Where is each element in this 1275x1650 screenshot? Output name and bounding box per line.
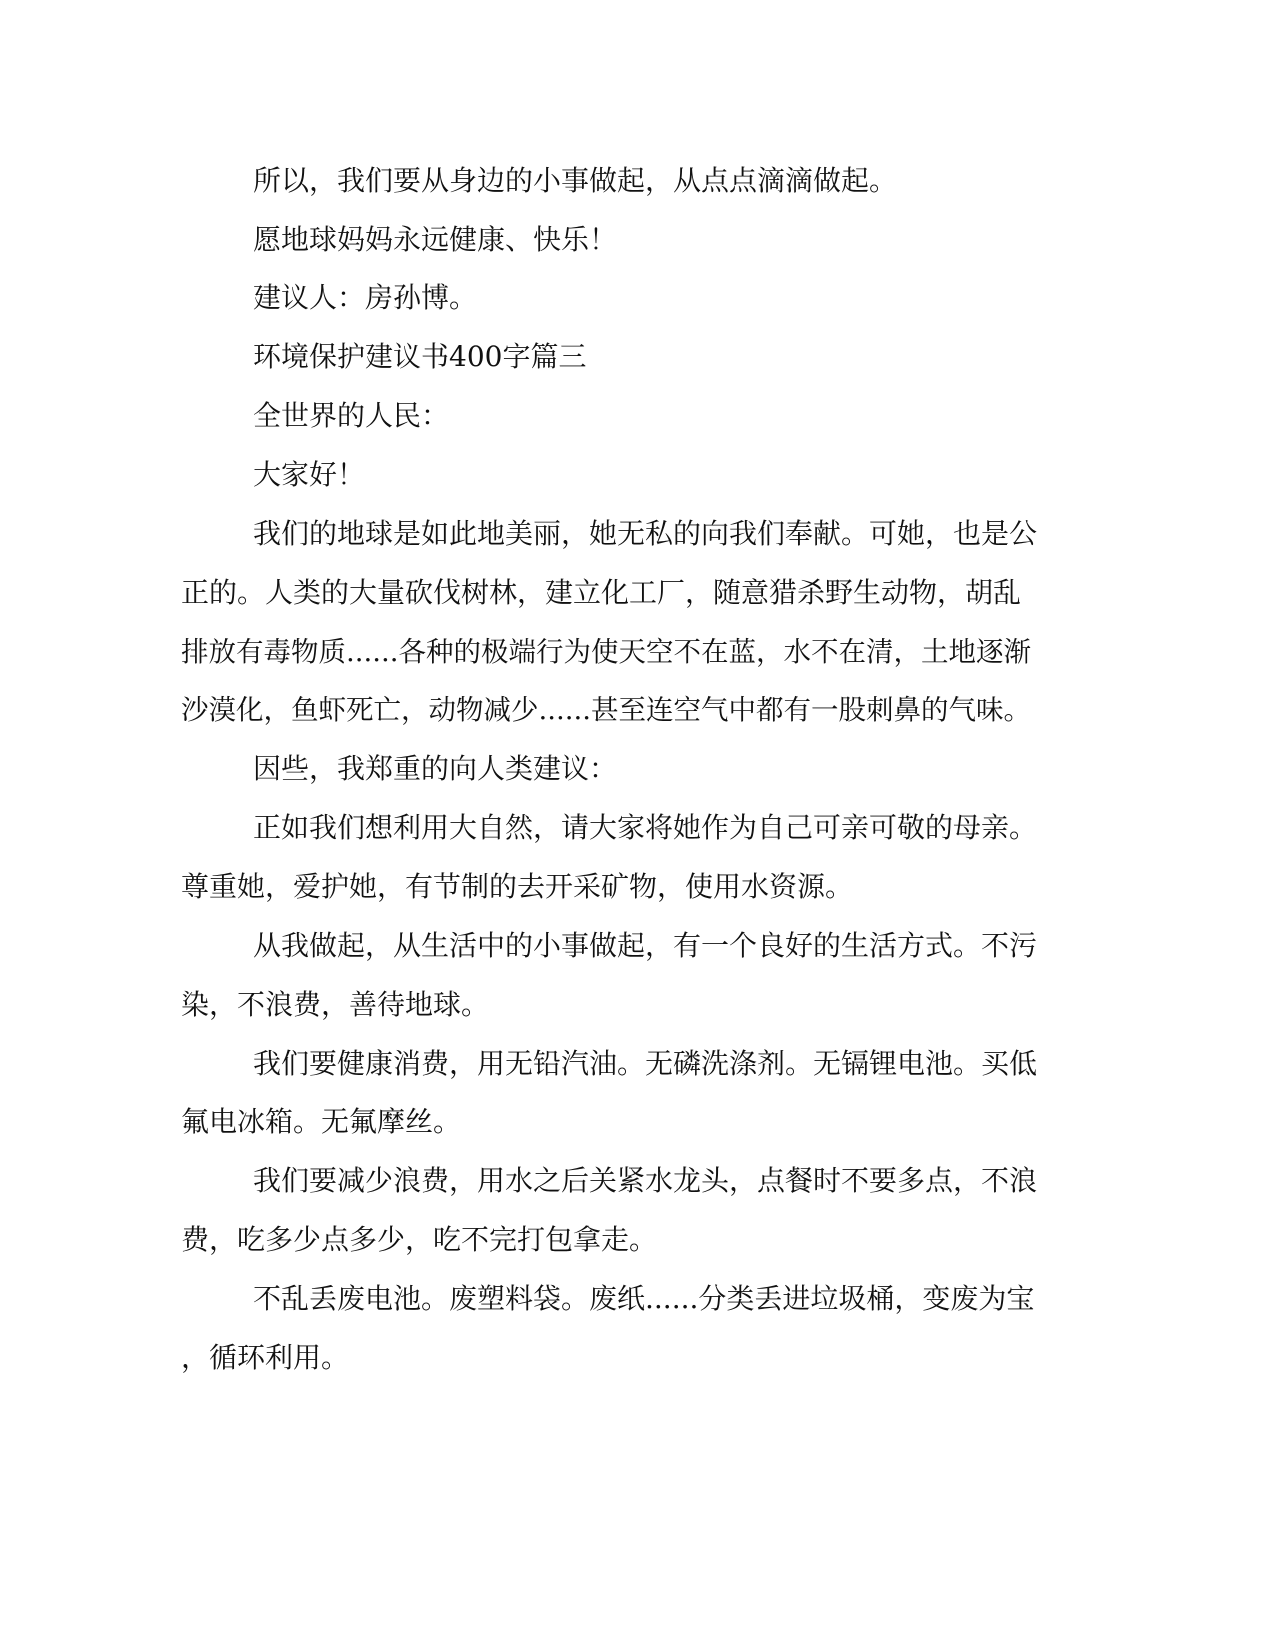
paragraph-line: ，循环利用。: [181, 1341, 350, 1374]
paragraph-line: 我们的地球是如此地美丽，她无私的向我们奉献。可她，也是公: [253, 517, 1038, 550]
paragraph-line: 因些，我郑重的向人类建议：: [253, 752, 618, 785]
paragraph-line: 氟电冰箱。无氟摩丝。: [181, 1105, 462, 1138]
paragraph-line: 建议人：房孙博。: [253, 281, 478, 314]
paragraph-line: 正的。人类的大量砍伐树林，建立化工厂，随意猎杀野生动物，胡乱: [181, 576, 1022, 609]
paragraph-line: 排放有毒物质......各种的极端行为使天空不在蓝，水不在清，土地逐渐: [181, 636, 1031, 668]
paragraph-line: 正如我们想利用大自然，请大家将她作为自己可亲可敬的母亲。: [253, 811, 1038, 844]
salutation: 全世界的人民：: [253, 399, 450, 432]
paragraph-line: 沙漠化，鱼虾死亡，动物减少......甚至连空气中都有一股刺鼻的气味。: [181, 694, 1031, 726]
section-heading: 环境保护建议书400字篇三: [253, 340, 587, 373]
paragraph-line: 费，吃多少点多少，吃不完打包拿走。: [181, 1223, 658, 1256]
paragraph-line: 我们要减少浪费，用水之后关紧水龙头，点餐时不要多点，不浪: [253, 1164, 1038, 1197]
paragraph-line: 我们要健康消费，用无铅汽油。无磷洗涤剂。无镉锂电池。买低: [253, 1047, 1038, 1080]
greeting: 大家好！: [253, 458, 366, 491]
paragraph-line: 从我做起，从生活中的小事做起，有一个良好的生活方式。不污: [253, 929, 1038, 962]
paragraph-line: 染，不浪费，善待地球。: [181, 988, 490, 1021]
paragraph-line: 不乱丢废电池。废塑料袋。废纸......分类丢进垃圾桶，变废为宝: [253, 1282, 1035, 1315]
paragraph-line: 愿地球妈妈永远健康、快乐！: [253, 223, 618, 256]
paragraph-line: 尊重她，爱护她，有节制的去开采矿物，使用水资源。: [181, 870, 854, 903]
paragraph-line: 所以，我们要从身边的小事做起，从点点滴滴做起。: [253, 164, 898, 197]
